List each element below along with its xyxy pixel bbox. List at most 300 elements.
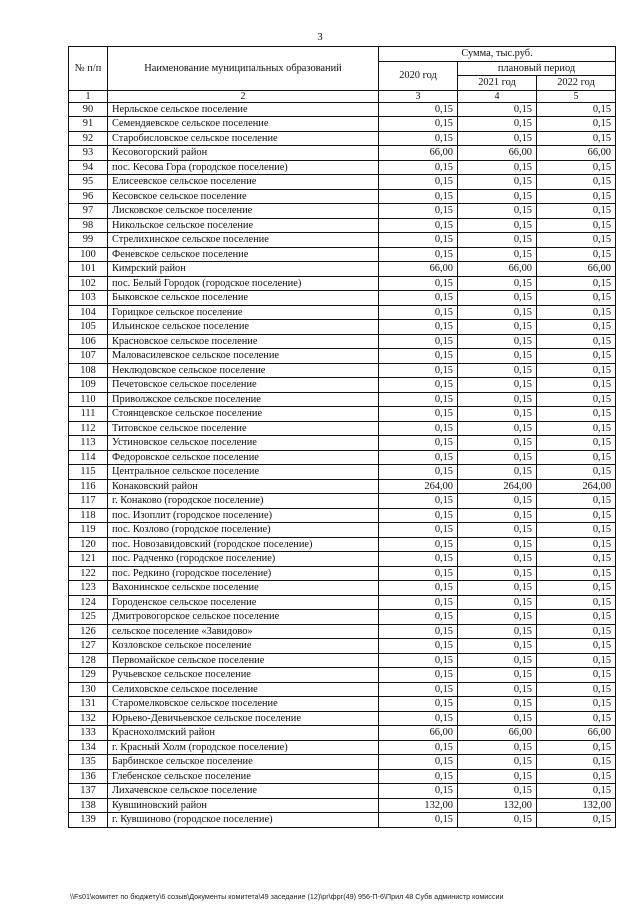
municipality-name: пос. Белый Городок (городское поселение) — [108, 276, 379, 291]
value-2022: 0,15 — [537, 378, 616, 393]
value-2021: 0,15 — [458, 363, 537, 378]
value-2020: 0,15 — [379, 610, 458, 625]
value-2021: 0,15 — [458, 552, 537, 567]
value-2021: 0,15 — [458, 305, 537, 320]
municipality-name: пос. Редкино (городское поселение) — [108, 566, 379, 581]
row-number: 135 — [69, 755, 108, 770]
municipality-name: Дмитровогорское сельское поселение — [108, 610, 379, 625]
table-row — [69, 291, 616, 306]
value-2020: 0,15 — [379, 363, 458, 378]
row-number: 96 — [69, 189, 108, 204]
value-2021: 0,15 — [458, 102, 537, 117]
value-2022: 0,15 — [537, 697, 616, 712]
value-2020: 66,00 — [379, 146, 458, 161]
value-2021: 0,15 — [458, 813, 537, 828]
value-2020: 0,15 — [379, 131, 458, 146]
table-row — [69, 653, 616, 668]
table-row — [69, 407, 616, 422]
municipality-name: г. Красный Холм (городское поселение) — [108, 740, 379, 755]
table-row — [69, 624, 616, 639]
value-2022: 0,15 — [537, 639, 616, 654]
table-body — [69, 102, 616, 827]
value-2022: 0,15 — [537, 276, 616, 291]
value-2020: 264,00 — [379, 479, 458, 494]
row-number: 106 — [69, 334, 108, 349]
value-2021: 0,15 — [458, 407, 537, 422]
header-num: № п/п — [69, 47, 108, 91]
municipality-name: Горицкое сельское поселение — [108, 305, 379, 320]
table-row — [69, 798, 616, 813]
row-number: 134 — [69, 740, 108, 755]
row-number: 104 — [69, 305, 108, 320]
value-2022: 0,15 — [537, 624, 616, 639]
table-row — [69, 450, 616, 465]
value-2022: 0,15 — [537, 247, 616, 262]
value-2022: 66,00 — [537, 262, 616, 277]
column-index-row — [69, 90, 616, 102]
column-index: 1 — [69, 90, 108, 102]
header-sum: Сумма, тыс.руб. — [379, 47, 616, 62]
value-2022: 0,15 — [537, 218, 616, 233]
municipality-name: г. Кувшиново (городское поселение) — [108, 813, 379, 828]
value-2020: 0,15 — [379, 813, 458, 828]
value-2022: 0,15 — [537, 392, 616, 407]
row-number: 130 — [69, 682, 108, 697]
value-2021: 0,15 — [458, 740, 537, 755]
value-2021: 0,15 — [458, 349, 537, 364]
value-2022: 66,00 — [537, 146, 616, 161]
value-2020: 0,15 — [379, 682, 458, 697]
value-2021: 0,15 — [458, 233, 537, 248]
row-number: 131 — [69, 697, 108, 712]
table-row — [69, 566, 616, 581]
municipality-name: Городенское сельское поселение — [108, 595, 379, 610]
value-2020: 0,15 — [379, 204, 458, 219]
table-row — [69, 189, 616, 204]
value-2021: 264,00 — [458, 479, 537, 494]
table-row — [69, 769, 616, 784]
value-2021: 0,15 — [458, 595, 537, 610]
value-2022: 0,15 — [537, 407, 616, 422]
value-2022: 0,15 — [537, 595, 616, 610]
row-number: 129 — [69, 668, 108, 683]
municipality-name: пос. Радченко (городское поселение) — [108, 552, 379, 567]
value-2021: 0,15 — [458, 131, 537, 146]
value-2022: 0,15 — [537, 363, 616, 378]
table-row — [69, 146, 616, 161]
municipality-name: Маловасилевское сельское поселение — [108, 349, 379, 364]
value-2020: 0,15 — [379, 566, 458, 581]
table-row — [69, 421, 616, 436]
value-2022: 264,00 — [537, 479, 616, 494]
municipality-name: Юрьево-Девичьевское сельское поселение — [108, 711, 379, 726]
table-row — [69, 349, 616, 364]
table-row — [69, 392, 616, 407]
row-number: 138 — [69, 798, 108, 813]
table-row — [69, 334, 616, 349]
table-row — [69, 726, 616, 741]
municipality-name: Стоянцевское сельское поселение — [108, 407, 379, 422]
value-2022: 0,15 — [537, 465, 616, 480]
value-2021: 0,15 — [458, 610, 537, 625]
municipality-name: Барбинское сельское поселение — [108, 755, 379, 770]
value-2020: 132,00 — [379, 798, 458, 813]
table-row — [69, 711, 616, 726]
value-2022: 0,15 — [537, 421, 616, 436]
value-2020: 0,15 — [379, 595, 458, 610]
table-row — [69, 479, 616, 494]
row-number: 125 — [69, 610, 108, 625]
table-row — [69, 262, 616, 277]
row-number: 139 — [69, 813, 108, 828]
value-2022: 0,15 — [537, 581, 616, 596]
value-2022: 0,15 — [537, 566, 616, 581]
row-number: 113 — [69, 436, 108, 451]
municipality-name: сельское поселение «Завидово» — [108, 624, 379, 639]
table-row — [69, 378, 616, 393]
value-2022: 0,15 — [537, 552, 616, 567]
table-row — [69, 523, 616, 538]
value-2021: 0,15 — [458, 175, 537, 190]
value-2021: 0,15 — [458, 276, 537, 291]
row-number: 98 — [69, 218, 108, 233]
value-2020: 0,15 — [379, 392, 458, 407]
row-number: 95 — [69, 175, 108, 190]
municipality-name: Семендяевское сельское поселение — [108, 117, 379, 132]
header-row-1 — [69, 47, 616, 62]
value-2020: 0,15 — [379, 407, 458, 422]
municipality-name: Ильинское сельское поселение — [108, 320, 379, 335]
value-2022: 132,00 — [537, 798, 616, 813]
municipality-name: пос. Кесова Гора (городское поселение) — [108, 160, 379, 175]
value-2020: 66,00 — [379, 726, 458, 741]
value-2020: 0,15 — [379, 494, 458, 509]
value-2022: 0,15 — [537, 189, 616, 204]
value-2021: 0,15 — [458, 755, 537, 770]
row-number: 109 — [69, 378, 108, 393]
table-row — [69, 581, 616, 596]
value-2020: 0,15 — [379, 784, 458, 799]
value-2022: 0,15 — [537, 653, 616, 668]
municipality-name: пос. Козлово (городское поселение) — [108, 523, 379, 538]
table-row — [69, 160, 616, 175]
value-2020: 0,15 — [379, 218, 458, 233]
value-2021: 0,15 — [458, 117, 537, 132]
municipality-name: Титовское сельское поселение — [108, 421, 379, 436]
value-2021: 0,15 — [458, 566, 537, 581]
municipality-name: Кесовогорский район — [108, 146, 379, 161]
value-2021: 0,15 — [458, 494, 537, 509]
municipality-name: Кувшиновский район — [108, 798, 379, 813]
row-number: 120 — [69, 537, 108, 552]
value-2022: 0,15 — [537, 610, 616, 625]
row-number: 94 — [69, 160, 108, 175]
value-2020: 0,15 — [379, 189, 458, 204]
row-number: 103 — [69, 291, 108, 306]
file-path-footer: \\Fs01\комитет по бюджету\6 созыв\Документы комитета\49 заседание (12)\pr\фрг(49) 956-П-6\Прил 48 Субв администр комиссии — [70, 892, 504, 901]
value-2021: 0,15 — [458, 537, 537, 552]
value-2022: 0,15 — [537, 450, 616, 465]
value-2022: 0,15 — [537, 291, 616, 306]
value-2020: 0,15 — [379, 697, 458, 712]
table-row — [69, 117, 616, 132]
value-2020: 0,15 — [379, 668, 458, 683]
value-2021: 0,15 — [458, 160, 537, 175]
table-row — [69, 639, 616, 654]
value-2021: 0,15 — [458, 581, 537, 596]
value-2020: 0,15 — [379, 117, 458, 132]
value-2020: 66,00 — [379, 262, 458, 277]
row-number: 118 — [69, 508, 108, 523]
value-2020: 0,15 — [379, 320, 458, 335]
row-number: 108 — [69, 363, 108, 378]
value-2020: 0,15 — [379, 349, 458, 364]
value-2020: 0,15 — [379, 552, 458, 567]
row-number: 110 — [69, 392, 108, 407]
table-row — [69, 610, 616, 625]
value-2022: 0,15 — [537, 175, 616, 190]
value-2022: 0,15 — [537, 711, 616, 726]
value-2020: 0,15 — [379, 334, 458, 349]
row-number: 101 — [69, 262, 108, 277]
value-2022: 0,15 — [537, 349, 616, 364]
value-2022: 0,15 — [537, 813, 616, 828]
table-row — [69, 697, 616, 712]
value-2021: 0,15 — [458, 450, 537, 465]
value-2022: 0,15 — [537, 769, 616, 784]
value-2021: 0,15 — [458, 436, 537, 451]
value-2020: 0,15 — [379, 378, 458, 393]
value-2021: 132,00 — [458, 798, 537, 813]
table-row — [69, 276, 616, 291]
value-2022: 0,15 — [537, 320, 616, 335]
municipality-name: Лисковское сельское поселение — [108, 204, 379, 219]
municipality-name: Селиховское сельское поселение — [108, 682, 379, 697]
row-number: 93 — [69, 146, 108, 161]
table-row — [69, 247, 616, 262]
value-2022: 66,00 — [537, 726, 616, 741]
value-2022: 0,15 — [537, 523, 616, 538]
municipality-name: Первомайское сельское поселение — [108, 653, 379, 668]
value-2021: 0,15 — [458, 769, 537, 784]
table-row — [69, 320, 616, 335]
row-number: 111 — [69, 407, 108, 422]
municipality-name: Федоровское сельское поселение — [108, 450, 379, 465]
value-2021: 0,15 — [458, 668, 537, 683]
value-2020: 0,15 — [379, 624, 458, 639]
municipality-name: Кесовское сельское поселение — [108, 189, 379, 204]
table-row — [69, 233, 616, 248]
municipality-name: Лихачевское сельское поселение — [108, 784, 379, 799]
value-2021: 66,00 — [458, 262, 537, 277]
value-2020: 0,15 — [379, 305, 458, 320]
value-2020: 0,15 — [379, 436, 458, 451]
table-row — [69, 102, 616, 117]
municipality-name: Ручьевское сельское поселение — [108, 668, 379, 683]
value-2021: 0,15 — [458, 189, 537, 204]
value-2022: 0,15 — [537, 117, 616, 132]
row-number: 115 — [69, 465, 108, 480]
table-row — [69, 668, 616, 683]
value-2021: 0,15 — [458, 421, 537, 436]
row-number: 105 — [69, 320, 108, 335]
municipality-name: Елисеевское сельское поселение — [108, 175, 379, 190]
row-number: 127 — [69, 639, 108, 654]
row-number: 116 — [69, 479, 108, 494]
header-2020: 2020 год — [379, 61, 458, 90]
table-row — [69, 363, 616, 378]
table-row — [69, 204, 616, 219]
row-number: 132 — [69, 711, 108, 726]
value-2022: 0,15 — [537, 508, 616, 523]
municipality-name: Быковское сельское поселение — [108, 291, 379, 306]
value-2021: 66,00 — [458, 726, 537, 741]
table-row — [69, 552, 616, 567]
value-2021: 0,15 — [458, 291, 537, 306]
table-row — [69, 537, 616, 552]
table-row — [69, 494, 616, 509]
column-index: 4 — [458, 90, 537, 102]
municipality-name: Вахонинское сельское поселение — [108, 581, 379, 596]
value-2020: 0,15 — [379, 450, 458, 465]
value-2021: 0,15 — [458, 523, 537, 538]
table-row — [69, 784, 616, 799]
municipality-name: Козловское сельское поселение — [108, 639, 379, 654]
row-number: 114 — [69, 450, 108, 465]
value-2020: 0,15 — [379, 537, 458, 552]
municipality-name: Неклюдовское сельское поселение — [108, 363, 379, 378]
table-row — [69, 755, 616, 770]
value-2021: 0,15 — [458, 378, 537, 393]
table-row — [69, 508, 616, 523]
value-2021: 0,15 — [458, 697, 537, 712]
page-number: 3 — [317, 31, 323, 43]
value-2020: 0,15 — [379, 276, 458, 291]
value-2022: 0,15 — [537, 334, 616, 349]
value-2021: 0,15 — [458, 682, 537, 697]
value-2020: 0,15 — [379, 508, 458, 523]
municipality-name: Кимрский район — [108, 262, 379, 277]
table-row — [69, 175, 616, 190]
value-2020: 0,15 — [379, 175, 458, 190]
row-number: 123 — [69, 581, 108, 596]
value-2020: 0,15 — [379, 421, 458, 436]
value-2022: 0,15 — [537, 755, 616, 770]
value-2020: 0,15 — [379, 102, 458, 117]
row-number: 102 — [69, 276, 108, 291]
value-2022: 0,15 — [537, 494, 616, 509]
value-2021: 0,15 — [458, 218, 537, 233]
value-2021: 0,15 — [458, 653, 537, 668]
table-row — [69, 218, 616, 233]
table-row — [69, 131, 616, 146]
row-number: 136 — [69, 769, 108, 784]
row-number: 133 — [69, 726, 108, 741]
value-2022: 0,15 — [537, 537, 616, 552]
table-row — [69, 436, 616, 451]
row-number: 128 — [69, 653, 108, 668]
row-number: 107 — [69, 349, 108, 364]
municipality-name: Устиновское сельское поселение — [108, 436, 379, 451]
value-2020: 0,15 — [379, 465, 458, 480]
value-2022: 0,15 — [537, 668, 616, 683]
value-2020: 0,15 — [379, 160, 458, 175]
row-number: 137 — [69, 784, 108, 799]
value-2020: 0,15 — [379, 233, 458, 248]
municipality-name: Конаковский район — [108, 479, 379, 494]
value-2022: 0,15 — [537, 682, 616, 697]
row-number: 122 — [69, 566, 108, 581]
row-number: 91 — [69, 117, 108, 132]
municipality-name: Феневское сельское поселение — [108, 247, 379, 262]
row-number: 124 — [69, 595, 108, 610]
row-number: 97 — [69, 204, 108, 219]
value-2021: 0,15 — [458, 334, 537, 349]
table-row — [69, 595, 616, 610]
value-2021: 0,15 — [458, 392, 537, 407]
value-2021: 0,15 — [458, 465, 537, 480]
value-2020: 0,15 — [379, 581, 458, 596]
value-2020: 0,15 — [379, 639, 458, 654]
row-number: 112 — [69, 421, 108, 436]
value-2021: 66,00 — [458, 146, 537, 161]
row-number: 121 — [69, 552, 108, 567]
municipality-name: Центральное сельское поселение — [108, 465, 379, 480]
municipality-name: Старобисловское сельское поселение — [108, 131, 379, 146]
value-2021: 0,15 — [458, 320, 537, 335]
municipality-name: Стрелихинское сельское поселение — [108, 233, 379, 248]
column-index: 5 — [537, 90, 616, 102]
municipality-name: Глебенское сельское поселение — [108, 769, 379, 784]
value-2022: 0,15 — [537, 204, 616, 219]
header-name: Наименование муниципальных образований — [108, 47, 379, 91]
value-2020: 0,15 — [379, 769, 458, 784]
value-2020: 0,15 — [379, 291, 458, 306]
value-2022: 0,15 — [537, 131, 616, 146]
value-2021: 0,15 — [458, 247, 537, 262]
municipality-name: Нерльское сельское поселение — [108, 102, 379, 117]
header-plan-period: плановый период — [458, 61, 616, 76]
header-2021: 2021 год — [458, 76, 537, 91]
municipality-name: г. Конаково (городское поселение) — [108, 494, 379, 509]
value-2021: 0,15 — [458, 508, 537, 523]
value-2020: 0,15 — [379, 247, 458, 262]
table-row — [69, 465, 616, 480]
table-row — [69, 682, 616, 697]
column-index: 3 — [379, 90, 458, 102]
municipality-name: Старомелковское сельское поселение — [108, 697, 379, 712]
value-2022: 0,15 — [537, 102, 616, 117]
table-row — [69, 813, 616, 828]
value-2020: 0,15 — [379, 740, 458, 755]
value-2022: 0,15 — [537, 305, 616, 320]
table-row — [69, 740, 616, 755]
value-2022: 0,15 — [537, 233, 616, 248]
row-number: 117 — [69, 494, 108, 509]
municipality-name: пос. Новозавидовский (городское поселение) — [108, 537, 379, 552]
row-number: 99 — [69, 233, 108, 248]
subsidy-table — [68, 46, 616, 828]
value-2021: 0,15 — [458, 784, 537, 799]
municipality-name: Печетовское сельское поселение — [108, 378, 379, 393]
municipality-name: Никольское сельское поселение — [108, 218, 379, 233]
value-2020: 0,15 — [379, 653, 458, 668]
value-2022: 0,15 — [537, 740, 616, 755]
value-2020: 0,15 — [379, 711, 458, 726]
municipality-name: пос. Изоплит (городское поселение) — [108, 508, 379, 523]
row-number: 119 — [69, 523, 108, 538]
row-number: 90 — [69, 102, 108, 117]
